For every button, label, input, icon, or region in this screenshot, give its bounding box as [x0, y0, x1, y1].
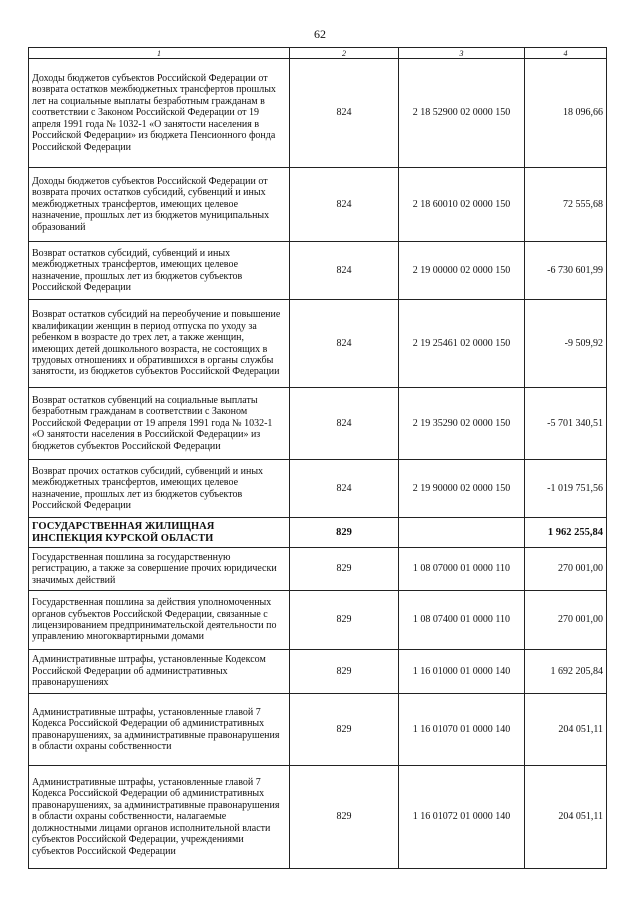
column-number: 1 — [29, 48, 290, 59]
row-amount: 204 051,11 — [525, 766, 607, 869]
budget-table — [28, 47, 607, 869]
row-amount: -1 019 751,56 — [525, 460, 607, 518]
row-name: Возврат остатков субсидий на переобучение и повышение квалификации женщин в период отпуска по уходу за ребенком в возрасте до трех лет, а также женщин, имеющих детей дошкольного возраста, не состоящих в трудовых отношениях и обратившихся в органы службы занятости, из бюджетов субъектов Российской Федерации — [29, 300, 290, 388]
row-budget-code: 2 19 90000 02 0000 150 — [399, 460, 525, 518]
row-admin-code: 829 — [290, 548, 399, 591]
row-amount: 18 096,66 — [525, 59, 607, 168]
row-amount: 1 692 205,84 — [525, 650, 607, 694]
row-admin-code: 824 — [290, 388, 399, 460]
row-amount: 270 001,00 — [525, 548, 607, 591]
column-number: 4 — [525, 48, 607, 59]
row-name: Возврат прочих остатков субсидий, субвенций и иных межбюджетных трансфертов, имеющих целевое назначение, прошлых лет из бюджетов субъектов Российской Федерации — [29, 460, 290, 518]
row-budget-code — [399, 518, 525, 548]
column-number: 2 — [290, 48, 399, 59]
row-amount: -5 701 340,51 — [525, 388, 607, 460]
table-row-section-header — [29, 518, 607, 548]
row-admin-code: 829 — [290, 766, 399, 869]
row-amount: -9 509,92 — [525, 300, 607, 388]
section-title: ГОСУДАРСТВЕННАЯ ЖИЛИЩНАЯ ИНСПЕКЦИЯ КУРСКОЙ ОБЛАСТИ — [29, 518, 290, 548]
row-budget-code: 2 18 52900 02 0000 150 — [399, 59, 525, 168]
row-budget-code: 1 16 01070 01 0000 140 — [399, 694, 525, 766]
row-admin-code: 824 — [290, 59, 399, 168]
row-name: Государственная пошлина за государственную регистрацию, а также за совершение прочих юридически значимых действий — [29, 548, 290, 591]
row-admin-code: 829 — [290, 694, 399, 766]
row-name: Доходы бюджетов субъектов Российской Федерации от возврата остатков межбюджетных трансфертов прошлых лет на социальные выплаты безработным гражданам в соответствии с Законом Российской Федерации от 19 апреля 1991 года № 1032-1 «О занятости населения в Российской Федерации» из бюджета Пенсионного фонда Российской Федерации — [29, 59, 290, 168]
page-number: 62 — [314, 27, 326, 41]
row-budget-code: 2 19 35290 02 0000 150 — [399, 388, 525, 460]
table-row — [29, 168, 607, 242]
row-budget-code: 2 19 00000 02 0000 150 — [399, 242, 525, 300]
row-name: Административные штрафы, установленные Кодексом Российской Федерации об административных правонарушениях — [29, 650, 290, 694]
row-budget-code: 1 08 07400 01 0000 110 — [399, 591, 525, 650]
row-name: Доходы бюджетов субъектов Российской Федерации от возврата прочих остатков субсидий, субвенций и иных межбюджетных трансфертов, имеющих целевое назначение, прошлых лет из бюджетов муниципальных образований — [29, 168, 290, 242]
row-admin-code: 824 — [290, 300, 399, 388]
table-row — [29, 388, 607, 460]
row-budget-code: 1 08 07000 01 0000 110 — [399, 548, 525, 591]
row-admin-code: 824 — [290, 242, 399, 300]
row-name: Государственная пошлина за действия уполномоченных органов субъектов Российской Федерации, связанные с лицензированием предпринимательской деятельности по управлению многоквартирными домами — [29, 591, 290, 650]
row-name: Административные штрафы, установленные главой 7 Кодекса Российской Федерации об административных правонарушениях, за административные правонарушения в области охраны собственности — [29, 694, 290, 766]
table-row — [29, 650, 607, 694]
section-total-amount: 1 962 255,84 — [525, 518, 607, 548]
table-row — [29, 694, 607, 766]
row-name: Возврат остатков субсидий, субвенций и иных межбюджетных трансфертов, имеющих целевое назначение, прошлых лет из бюджетов субъектов Российской Федерации — [29, 242, 290, 300]
row-amount: -6 730 601,99 — [525, 242, 607, 300]
row-admin-code: 829 — [290, 650, 399, 694]
row-amount: 270 001,00 — [525, 591, 607, 650]
table-row — [29, 591, 607, 650]
table-row — [29, 460, 607, 518]
table-row — [29, 766, 607, 869]
table-header-row — [29, 48, 607, 59]
row-budget-code: 1 16 01000 01 0000 140 — [399, 650, 525, 694]
row-name: Возврат остатков субвенций на социальные выплаты безработным гражданам в соответствии с Законом Российской Федерации от 19 апреля 1991 года № 1032-1 «О занятости населения в Российской Федерации» из бюджетов субъектов Российской Федерации — [29, 388, 290, 460]
row-name: Административные штрафы, установленные главой 7 Кодекса Российской Федерации об административных правонарушениях, за административные правонарушения в области охраны собственности, налагаемые должностными лицами органов исполнительной власти субъектов Российской Федерации, учреждениями субъектов Российской Федерации — [29, 766, 290, 869]
row-budget-code: 2 19 25461 02 0000 150 — [399, 300, 525, 388]
table-row — [29, 59, 607, 168]
table-row — [29, 548, 607, 591]
row-admin-code: 824 — [290, 460, 399, 518]
row-admin-code: 824 — [290, 168, 399, 242]
row-admin-code: 829 — [290, 591, 399, 650]
row-budget-code: 1 16 01072 01 0000 140 — [399, 766, 525, 869]
column-number: 3 — [399, 48, 525, 59]
row-amount: 204 051,11 — [525, 694, 607, 766]
row-budget-code: 2 18 60010 02 0000 150 — [399, 168, 525, 242]
row-admin-code: 829 — [290, 518, 399, 548]
row-amount: 72 555,68 — [525, 168, 607, 242]
table-row — [29, 300, 607, 388]
table-row — [29, 242, 607, 300]
